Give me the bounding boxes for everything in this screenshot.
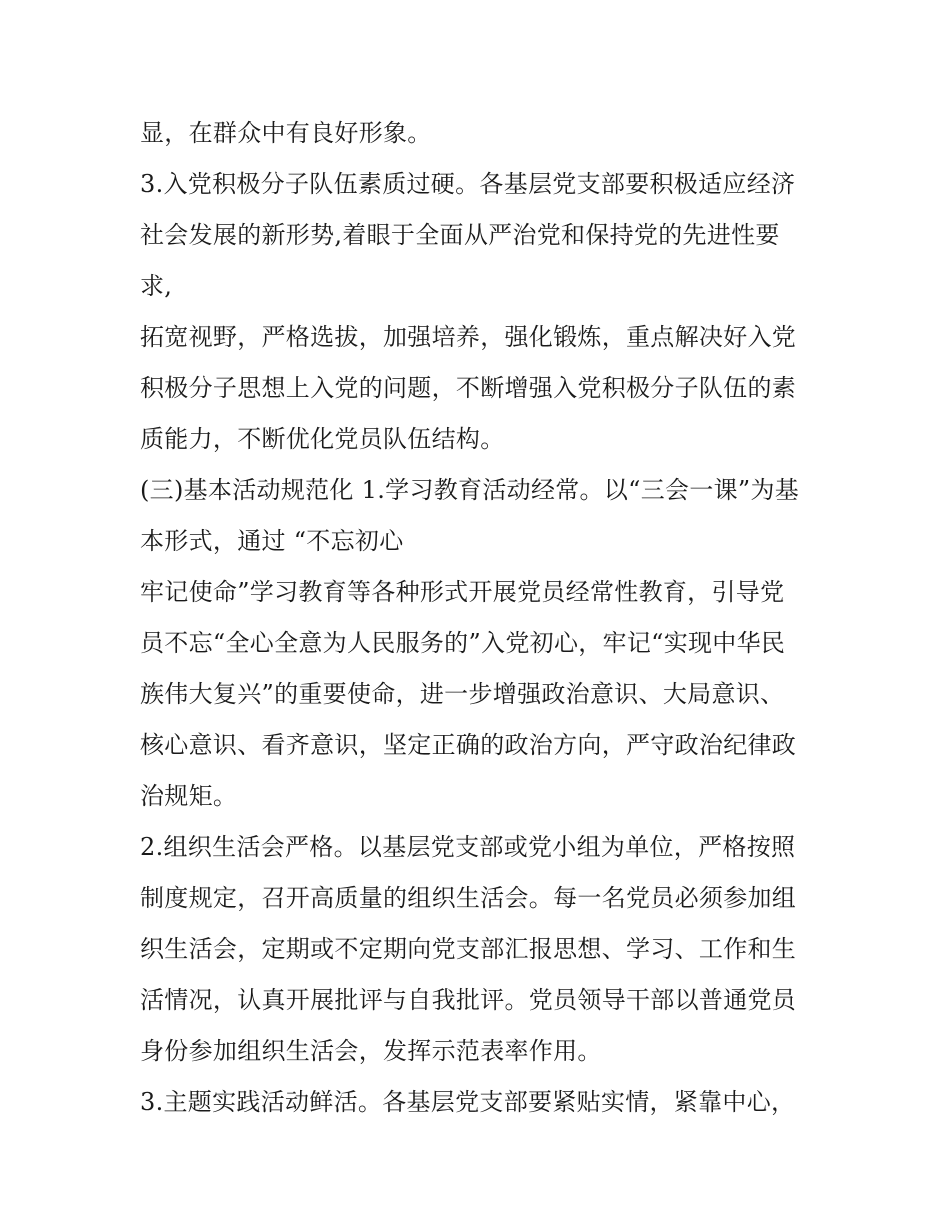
text-line: 本形式，通过 “不忘初心 <box>140 527 404 555</box>
text-line: 织生活会，定期或不定期向党支部汇报思想、学习、工作和生 <box>140 935 797 963</box>
text-line: 质能力，不断优化党员队伍结构。 <box>140 425 505 453</box>
text-line: 活情况，认真开展批评与自我批评。党员领导干部以普通党员 <box>140 986 797 1014</box>
text-line: (三)基本活动规范化 1.学习教育活动经常。以“三会一课”为基 <box>140 476 800 504</box>
text-line: 牢记使命”学习教育等各种形式开展党员经常性教育，引导党 <box>140 578 785 606</box>
text-line: 3.入党积极分子队伍素质过硬。各基层党支部要积极适应经济 <box>140 170 796 198</box>
text-line: 积极分子思想上入党的问题，不断增强入党积极分子队伍的素 <box>140 374 797 402</box>
text-line: 员不忘“全心全意为人民服务的”入党初心，牢记“实现中华民 <box>140 629 786 657</box>
text-line: 身份参加组织生活会，发挥示范表率作用。 <box>140 1037 602 1065</box>
text-line: 社会发展的新形势,着眼于全面从严治党和保持党的先进性要 <box>140 221 780 249</box>
text-line: 3.主题实践活动鲜活。各基层党支部要紧贴实情，紧靠中心， <box>140 1088 796 1116</box>
text-line: 制度规定，召开高质量的组织生活会。每一名党员必须参加组 <box>140 884 797 912</box>
text-line: 族伟大复兴”的重要使命，进一步增强政治意识、大局意识、 <box>140 680 785 708</box>
text-line: 显，在群众中有良好形象。 <box>140 119 432 147</box>
text-line: 核心意识、看齐意识，坚定正确的政治方向，严守政治纪律政 <box>140 731 797 759</box>
text-line: 拓宽视野，严格选拔，加强培养，强化锻炼，重点解决好入党 <box>140 323 797 351</box>
text-line: 求, <box>140 272 173 300</box>
text-line: 治规矩。 <box>140 782 238 810</box>
text-line: 2.组织生活会严格。以基层党支部或党小组为单位，严格按照 <box>140 833 796 861</box>
document-body <box>140 108 840 1128</box>
